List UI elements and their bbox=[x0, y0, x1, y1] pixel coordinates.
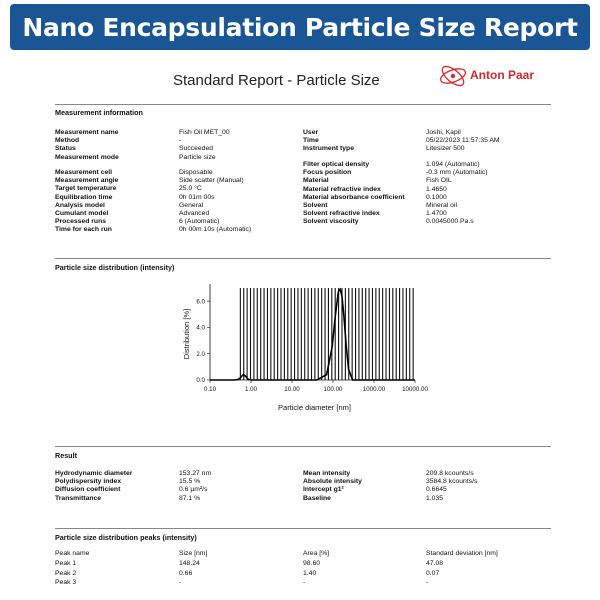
measurement-value: 05/22/2023 11:57:35 AM bbox=[426, 137, 500, 145]
result-value: 209.8 kcounts/s bbox=[426, 470, 474, 477]
measurement-label: Solvent refractive index bbox=[303, 210, 380, 218]
result-label: Absolute intensity bbox=[303, 478, 362, 486]
peaks-header-cell: Area [%] bbox=[303, 550, 330, 557]
peaks-cell: Peak 3 bbox=[55, 579, 77, 587]
measurement-value: 25.0 °C bbox=[179, 185, 202, 193]
measurement-value: Side scatter (Manual) bbox=[179, 177, 244, 185]
measurement-value: 0h 00m 10s (Automatic) bbox=[179, 226, 252, 234]
x-tick-label: 0.10 bbox=[203, 386, 217, 393]
measurement-label: Processed runs bbox=[55, 218, 106, 226]
measurement-label: Measurement cell bbox=[55, 169, 113, 176]
result-value: 1.035 bbox=[426, 494, 444, 502]
measurement-label: Material bbox=[303, 177, 329, 185]
result-label: Intercept g1² bbox=[303, 486, 344, 494]
measurement-value: 0.1000 bbox=[426, 193, 447, 201]
peaks-cell: Peak 1 bbox=[55, 560, 77, 567]
measurement-label: Time bbox=[303, 137, 319, 145]
measurement-label: Measurement name bbox=[55, 129, 119, 136]
measurement-label: Material refractive index bbox=[303, 185, 381, 193]
result-value: 0.6 μm²/s bbox=[179, 486, 208, 494]
peaks-cell: 0.07 bbox=[426, 569, 440, 577]
report-title: Standard Report - Particle Size bbox=[173, 72, 380, 89]
x-tick-label: 10000.00 bbox=[402, 386, 428, 393]
y-tick-label: 4.0 bbox=[196, 324, 205, 332]
measurement-label: Focus position bbox=[303, 169, 352, 177]
measurement-label: Time for each run bbox=[55, 226, 112, 234]
peaks-cell: - bbox=[426, 579, 429, 587]
result-label: Transmittance bbox=[55, 494, 102, 502]
result-label: Diffusion coefficient bbox=[55, 486, 121, 494]
measurement-label: Solvent viscosity bbox=[303, 218, 359, 226]
peaks-header-cell: Size [nm] bbox=[179, 550, 208, 557]
measurement-value: Mineral oil bbox=[426, 202, 457, 209]
y-tick-label: 0.0 bbox=[196, 377, 205, 385]
measurement-label: Method bbox=[55, 137, 80, 145]
measurement-label: Measurement mode bbox=[55, 153, 119, 161]
measurement-value: 6 (Automatic) bbox=[179, 218, 220, 226]
measurement-section-title: Measurement information bbox=[55, 108, 143, 117]
measurement-value: Disposable bbox=[179, 169, 213, 176]
result-value: 87.1 % bbox=[179, 494, 201, 502]
measurement-label: Equilibration time bbox=[55, 193, 113, 201]
measurement-label: Target temperature bbox=[55, 185, 117, 193]
result-value: 153.27 nm bbox=[179, 470, 212, 477]
measurement-label: Instrument type bbox=[303, 145, 354, 153]
x-tick-label: 10.00 bbox=[284, 386, 300, 393]
peaks-cell: 1.40 bbox=[303, 569, 317, 577]
peaks-section-title: Particle size distribution peaks (intensity) bbox=[55, 533, 197, 542]
x-tick-label: 100.00 bbox=[323, 386, 343, 393]
y-axis-label: Distribution [%] bbox=[182, 308, 191, 360]
peaks-header-cell: Peak name bbox=[55, 550, 90, 557]
measurement-label: Material absorbance coefficient bbox=[303, 193, 405, 201]
measurement-label: Status bbox=[55, 145, 76, 153]
peaks-cell: 0.66 bbox=[179, 569, 193, 577]
measurement-value: -0.3 mm (Automatic) bbox=[426, 169, 488, 177]
divider bbox=[55, 446, 551, 447]
measurement-value: Litesizer 500 bbox=[426, 145, 465, 153]
distribution-chart bbox=[45, 56, 555, 436]
result-section-title: Result bbox=[55, 451, 77, 460]
measurement-value: Succeeded bbox=[179, 145, 214, 153]
distribution-section-title: Particle size distribution (intensity) bbox=[55, 263, 175, 272]
peaks-cell: - bbox=[303, 579, 306, 587]
measurement-value: Advanced bbox=[179, 210, 210, 217]
peaks-header-cell: Standard deviation [nm] bbox=[426, 550, 498, 557]
measurement-value: 1.4650 bbox=[426, 185, 447, 193]
measurement-value: 1.4700 bbox=[426, 210, 447, 218]
measurement-value: 1.094 (Automatic) bbox=[426, 161, 480, 168]
peaks-cell: 47.08 bbox=[426, 560, 444, 567]
x-axis-label: Particle diameter [nm] bbox=[278, 403, 351, 412]
peaks-cell: - bbox=[179, 579, 182, 587]
y-tick-label: 6.0 bbox=[196, 298, 205, 306]
logo-text: Anton Paar bbox=[470, 68, 535, 82]
measurement-value: Joshi, Kapil bbox=[426, 129, 461, 136]
x-tick-label: 1.00 bbox=[244, 386, 258, 393]
measurement-label: Solvent bbox=[303, 202, 328, 209]
measurement-value: Fish OIL bbox=[426, 177, 452, 185]
result-label: Mean intensity bbox=[303, 470, 351, 477]
result-label: Baseline bbox=[303, 494, 331, 502]
result-label: Polydispersity index bbox=[55, 478, 122, 486]
measurement-value: Particle size bbox=[179, 153, 216, 161]
measurement-value: 0h 01m 00s bbox=[179, 193, 215, 201]
measurement-label: Filter optical density bbox=[303, 161, 370, 168]
measurement-label: User bbox=[303, 129, 319, 136]
result-label: Hydrodynamic diameter bbox=[55, 470, 133, 477]
y-tick-label: 2.0 bbox=[196, 350, 205, 358]
divider bbox=[55, 528, 551, 529]
measurement-label: Measurement angle bbox=[55, 177, 119, 185]
peaks-cell: Peak 2 bbox=[55, 569, 77, 577]
result-value: 3584.8 kcounts/s bbox=[426, 478, 478, 486]
measurement-value: - bbox=[179, 137, 182, 145]
peaks-cell: 98.60 bbox=[303, 560, 321, 567]
peaks-cell: 148.24 bbox=[179, 560, 200, 567]
measurement-label: Analysis model bbox=[55, 201, 105, 209]
measurement-value: 0.0045000 Pa.s bbox=[426, 218, 474, 226]
measurement-value: General bbox=[179, 201, 204, 209]
measurement-value: Fish Oil MET_00 bbox=[179, 129, 230, 136]
result-value: 15.5 % bbox=[179, 478, 201, 486]
x-tick-label: 1000.00 bbox=[362, 386, 386, 393]
measurement-label: Cumulant model bbox=[55, 210, 109, 217]
result-value: 0.6645 bbox=[426, 486, 447, 494]
report-document bbox=[45, 56, 555, 596]
banner-title: Nano Encapsulation Particle Size Report bbox=[22, 12, 578, 42]
report-banner bbox=[10, 4, 590, 50]
